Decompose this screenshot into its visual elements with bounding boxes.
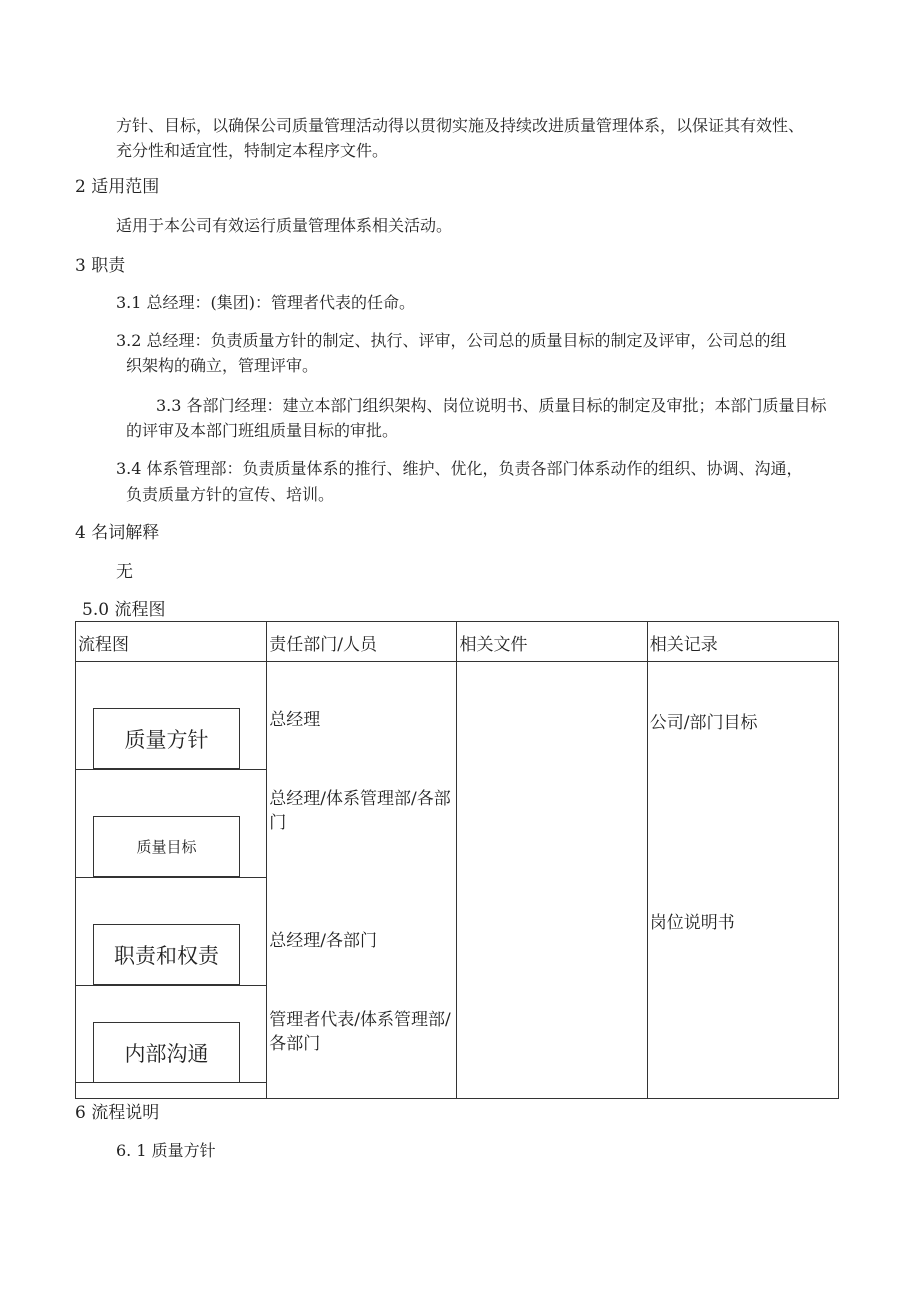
flow-step-quality-objectives: 质量目标 xyxy=(93,816,240,877)
section-heading-terms: 4 名词解释 xyxy=(75,523,160,543)
flow-step-internal-communication: 内部沟通 xyxy=(93,1022,240,1083)
column-header-documents: 相关文件 xyxy=(457,622,647,662)
flowchart-header-row xyxy=(76,622,839,662)
step-divider xyxy=(76,877,266,878)
flow-step-quality-policy: 质量方针 xyxy=(93,708,240,769)
section-heading-process: 6 流程说明 xyxy=(75,1103,160,1123)
duty-3-4-line-1: 3.4 体系管理部：负责质量体系的推行、维护、优化，负责各部门体系动作的组织、协调、沟通， xyxy=(116,459,803,478)
documents-cell xyxy=(457,662,647,1099)
responsible-step-1: 总经理 xyxy=(269,710,321,730)
column-header-responsible: 责任部门/人员 xyxy=(267,622,457,662)
terms-text: 无 xyxy=(116,562,133,582)
intro-line-1: 方针、目标，以确保公司质量管理活动得以贯彻实施及持续改进质量管理体系，以保证其有效性、 xyxy=(116,116,805,135)
duty-3-2-line-2: 织架构的确立，管理评审。 xyxy=(126,356,319,375)
responsible-step-3: 总经理/各部门 xyxy=(269,931,377,951)
section-heading-duties: 3 职责 xyxy=(75,256,126,276)
responsible-cell xyxy=(267,662,457,1099)
process-sub-1: 6. 1 质量方针 xyxy=(116,1141,216,1160)
duty-3-3-line-2: 的评审及本部门班组质量目标的审批。 xyxy=(126,421,399,440)
step-divider xyxy=(76,985,266,986)
column-header-records: 相关记录 xyxy=(647,622,838,662)
section-heading-flowchart: 5.0 流程图 xyxy=(82,600,166,620)
flow-step-responsibilities: 职责和权责 xyxy=(93,924,240,985)
intro-line-2: 充分性和适宜性，特制定本程序文件。 xyxy=(116,141,389,160)
responsible-step-4: 管理者代表/体系管理部/各部门 xyxy=(269,1010,451,1054)
flowchart-steps-cell xyxy=(76,662,267,1099)
duty-3-1: 3.1 总经理：(集团)：管理者代表的任命。 xyxy=(116,293,416,312)
flowchart-table xyxy=(75,621,839,1099)
records-cell xyxy=(647,662,838,1099)
record-step-3: 岗位说明书 xyxy=(649,913,735,933)
responsible-step-2: 总经理/体系管理部/各部门 xyxy=(269,789,451,833)
step-divider xyxy=(76,769,266,770)
duty-3-3-line-1: 3.3 各部门经理：建立本部门组织架构、岗位说明书、质量目标的制定及审批；本部门质量目标 xyxy=(156,396,827,415)
duty-3-4-line-2: 负责质量方针的宣传、培训。 xyxy=(126,485,335,504)
duty-3-2-line-1: 3.2 总经理：负责质量方针的制定、执行、评审，公司总的质量目标的制定及评审，公司总的组 xyxy=(116,331,787,350)
record-step-1: 公司/部门目标 xyxy=(649,713,758,733)
column-header-flowchart: 流程图 xyxy=(76,622,267,662)
scope-text: 适用于本公司有效运行质量管理体系相关活动。 xyxy=(116,216,453,235)
flowchart-body-row xyxy=(76,662,839,1099)
section-heading-scope: 2 适用范围 xyxy=(75,177,160,197)
